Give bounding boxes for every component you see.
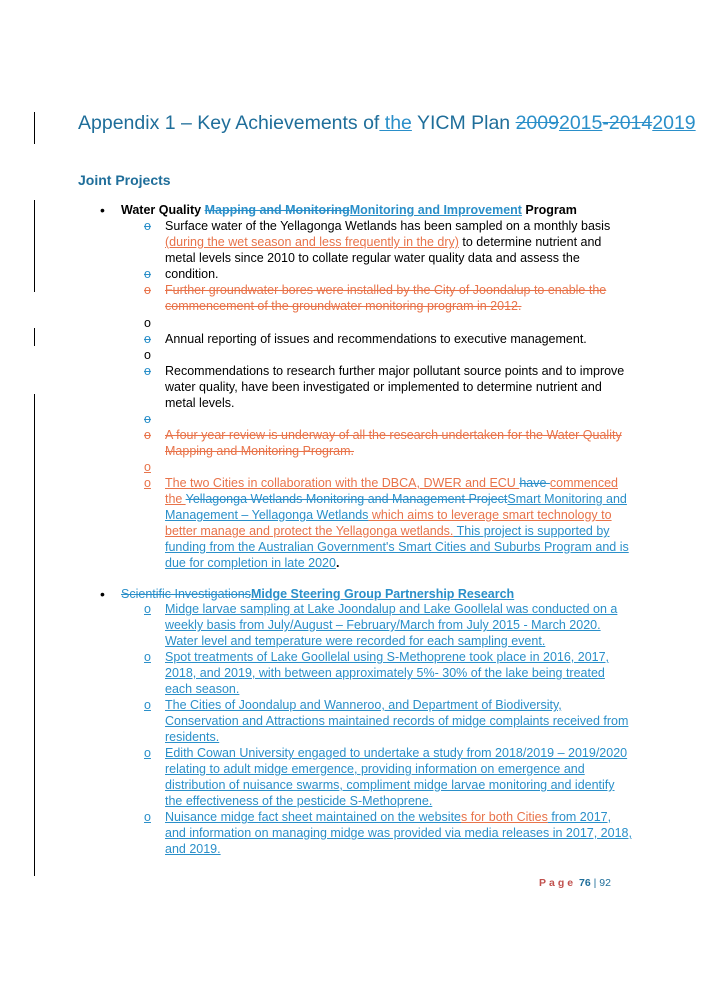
section-heading: Joint Projects (78, 172, 171, 188)
sub-bullet: o (144, 650, 151, 664)
sub-bullet: o (144, 602, 151, 616)
sub-bullet: o (144, 316, 151, 330)
list-item: Further groundwater bores were installed by the City of Joondalup to enable the commencement of the groundwater monitoring program in 2012. (165, 283, 607, 313)
sub-bullet: o (144, 364, 151, 378)
bullet: • (100, 202, 105, 218)
sub-bullet: o (144, 267, 151, 281)
title-text: YICM Plan (411, 112, 516, 134)
sub-bullet: o (144, 283, 151, 297)
title-deleted-text: - (602, 112, 609, 134)
page-total: 92 (599, 877, 611, 889)
title-inserted-text: the (379, 112, 412, 134)
list-item: The two Cities in collaboration with the DBCA, DWER and ECU have commenced the Yellagonga Wetlands Monitoring and Management ProjectSmart Monitoring and Management – Yellagonga Wetlands which aims to leverage smart technology to better manage and protect the Yellagonga wetlands. This project is supported by funding from the Australian Government's Smart Cities and Suburbs Program and is due for completion in late 2020. (165, 476, 629, 570)
list-item: Recommendations to research further major pollutant source points and to improve water quality, have been investigated or implemented to determine nutrient and metal levels. (165, 364, 625, 410)
change-bar (34, 394, 35, 876)
list-item: Midge larvae sampling at Lake Joondalup and Lake Goollelal was conducted on a weekly basis from July/August – February/March from July 2015 - March 2020. Water level and temperature were recorded for each sampling event. (165, 602, 618, 648)
sub-bullet: o (144, 476, 151, 490)
bullet: • (100, 586, 105, 602)
list-item: Spot treatments of Lake Goollelal using S-Methoprene took place in 2016, 2017, 2018, and 2019, with between approximately 5%- 30% of the lake being treated each season. (165, 650, 610, 696)
sub-bullet: o (144, 219, 151, 233)
list-item: Annual reporting of issues and recommendations to executive management. (165, 332, 587, 346)
page-number: 76 (579, 877, 591, 889)
list-item: Edith Cowan University engaged to undertake a study from 2018/2019 – 2019/2020 relating to adult midge emergence, providing information on emergence and distribution of nuisance swarms, compliment midge larvae monitoring and identify the effectiveness of the pesticide S-Methoprene. (165, 746, 628, 808)
title-inserted-text: 2019 (652, 112, 696, 134)
list-item: Surface water of the Yellagonga Wetlands has been sampled on a monthly basis (during the wet season and less frequently in the dry) to determine nutrient and metal levels since 2010 to collate regular water quality data and assess the condition. (165, 219, 611, 281)
page-word: Page (539, 877, 577, 889)
sub-bullet: o (144, 746, 151, 760)
change-bar (34, 112, 35, 144)
page-title (78, 112, 696, 135)
sub-bullet: o (144, 412, 151, 426)
change-bar (34, 328, 35, 346)
sub-bullet: o (144, 348, 151, 362)
title-inserted-text: 2015 (558, 112, 603, 134)
title-deleted-text: 2009 (515, 112, 559, 134)
list-item: A four year review is underway of all the research undertaken for the Water Quality Mapping and Monitoring Program. (165, 428, 622, 458)
sub-bullet: o (144, 428, 151, 442)
page-footer: Page 76 | 92 (539, 877, 611, 889)
list-item: The Cities of Joondalup and Wanneroo, and Department of Biodiversity, Conservation and Attractions maintained records of midge complaints received from residents. (165, 698, 629, 744)
title-text: Appendix 1 – Key Achievements of (78, 112, 380, 134)
sub-bullet: o (144, 810, 151, 824)
midge-label: Scientific InvestigationsMidge Steering Group Partnership Research (121, 587, 515, 601)
change-bar (34, 200, 35, 292)
sub-bullet: o (144, 698, 151, 712)
list-item: Nuisance midge fact sheet maintained on the websites for both Cities from 2017, and information on managing midge was provided via media releases in 2017, 2018, and 2019. (165, 810, 632, 856)
sub-bullet: o (144, 332, 151, 346)
title-deleted-text: 2014 (608, 112, 653, 134)
water-quality-label: Water Quality Mapping and MonitoringMonitoring and Improvement Program (121, 203, 577, 217)
sub-bullet: o (144, 460, 151, 474)
